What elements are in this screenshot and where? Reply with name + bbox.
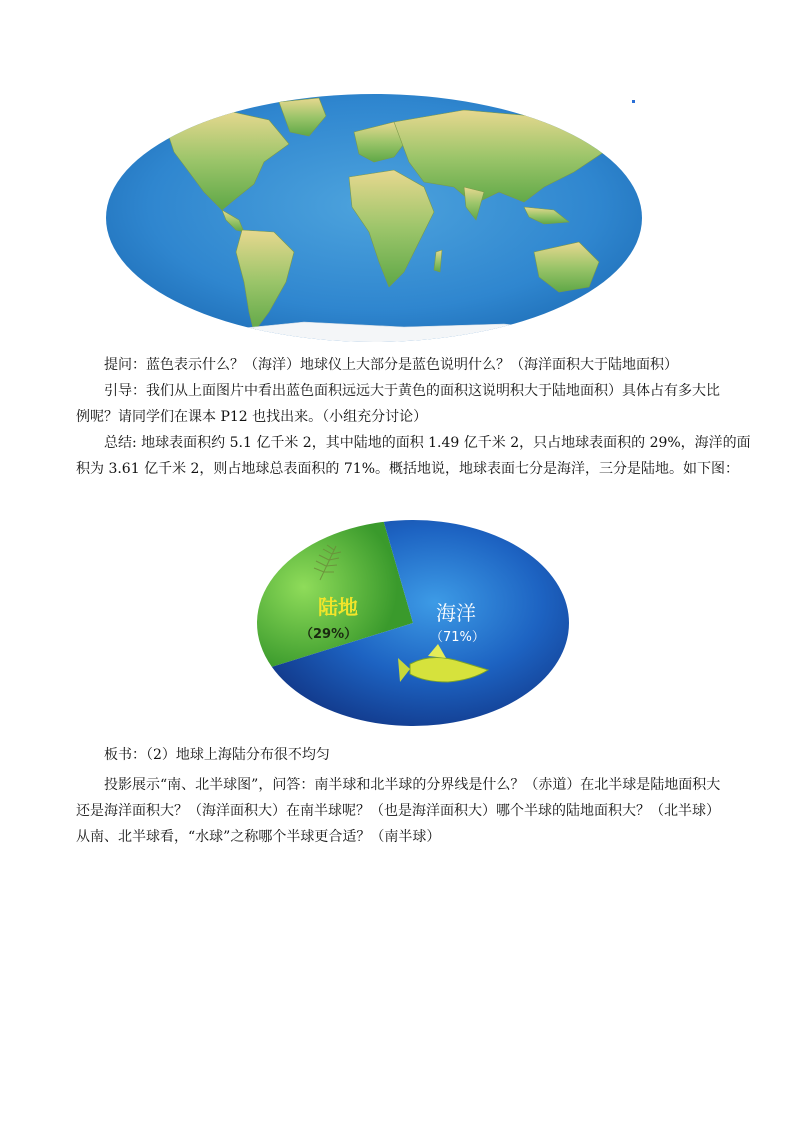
text-section-bottom <box>76 742 726 850</box>
paragraph-summary-cont: 积为 3.61 亿千米 2，则占地球总表面积的 71%。概括地说，地球表面七分是海洋，三分是陆地。如下图： <box>76 461 739 477</box>
ocean-percent: （71%） <box>430 630 485 645</box>
paragraph-guide: 引导：我们从上面图片中看出蓝色面积远远大于黄色的面积这说明积大于陆地面积）具体占有多大比 <box>104 383 720 399</box>
paragraph-projection: 投影展示“南、北半球图”，问答：南半球和北半球的分界线是什么？（赤道）在北半球是陆地面积大 <box>104 777 721 793</box>
paragraph-summary: 总结: 地球表面积约 5.1 亿千米 2，其中陆地的面积 1.49 亿千米 2，只占地球表面积的 29%，海洋的面 <box>104 435 751 451</box>
paragraph-projection-cont: 还是海洋面积大？（海洋面积大）在南半球呢？（也是海洋面积大）哪个半球的陆地面积大？（北半球） <box>76 803 720 819</box>
land-ocean-pie-chart <box>252 516 574 730</box>
text-section-top <box>76 352 751 482</box>
world-map-image <box>104 92 644 344</box>
pie-slices <box>257 520 569 726</box>
paragraph-projection-cont-2: 从南、北半球看，“水球”之称哪个半球更合适？（南半球） <box>76 829 441 845</box>
land-label: 陆地 <box>318 595 358 619</box>
ocean-label: 海洋 <box>436 601 476 625</box>
paragraph-guide-cont: 例呢？请同学们在课本 P12 也找出来。（小组充分讨论） <box>76 409 428 425</box>
land-percent: （29%） <box>300 627 358 642</box>
paragraph-board: 板书：（2）地球上海陆分布很不均匀 <box>104 747 330 763</box>
paragraph-question: 提问：蓝色表示什么？（海洋）地球仪上大部分是蓝色说明什么？（海洋面积大于陆地面积） <box>104 357 678 373</box>
